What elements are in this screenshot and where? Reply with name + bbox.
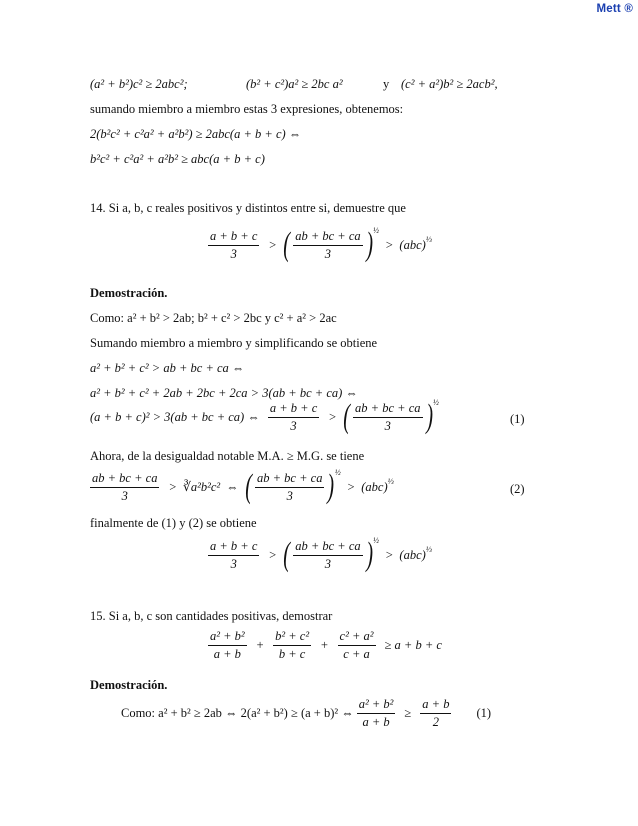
- ineq-sum: 2(b²c² + c²a² + a²b²) ≥ 2abc(a + b + c) ⇔: [90, 127, 302, 141]
- problem-15-formula: $\frac{\text{a² + b²}}{a + b}$ + $\frac{\text{b² + c²}}{b + c}$ + $\frac{\text{c² + a²}}{c + a}$ ≥ a + b + c: [210, 629, 442, 661]
- sumando-line: Sumando miembro a miembro y simplificando se obtiene: [90, 336, 378, 350]
- como-line-2: Como: a² + b² ≥ 2ab ⇔ 2(a² + b²) ≥ (a + b)² ⇔ $\frac{\text{a² + b²}}{a + b}$ ≥ $\frac{a + b}{2}$ (1): [121, 697, 492, 729]
- eq-step-1: a² + b² + c² > ab + bc + ca ⇔: [90, 361, 245, 375]
- problem-14-formula: $\frac{a + b + c}{3}$ > ( $\frac{ab + bc + ca}{3}$ ) $^{\frac{1}{2}}$ > (abc) $^{\frac{1}{3}}$: [210, 226, 432, 263]
- problem-14-statement: 14. Si a, b, c reales positivos y distintos entre si, demuestre que: [90, 201, 406, 215]
- como-line-1: Como: a² + b² > 2ab; b² + c² > 2bc y c² + a² > 2ac: [90, 311, 337, 325]
- eq-step-2: a² + b² + c² + 2ab + 2bc + 2ca > 3(ab + bc + ca) ⇔: [90, 386, 358, 400]
- problem-15-statement: 15. Si a, b, c son cantidades positivas, demostrar: [90, 609, 333, 623]
- conclusion-formula: $\frac{a + b + c}{3}$ > ( $\frac{ab + bc + ca}{3}$ ) $^{\frac{1}{2}}$ > (abc) $^{\frac{1}{3}}$: [210, 536, 432, 573]
- equation-tag-2: (2): [510, 482, 525, 496]
- ineq-result: b²c² + c²a² + a²b² ≥ abc(a + b + c): [90, 152, 265, 166]
- ineq-2: (b² + c²)a² ≥ 2bc a²: [246, 77, 343, 91]
- ahora-line: Ahora, de la desigualdad notable M.A. ≥ M.G. se tiene: [90, 449, 365, 463]
- demostracion-heading-2: Demostración.: [90, 678, 168, 692]
- ineq-1: (a² + b²)c² ≥ 2abc²;: [90, 77, 188, 91]
- equation-tag-1: (1): [510, 412, 525, 426]
- brand-logo: Mett ®: [596, 3, 633, 15]
- text-sumando-1: sumando miembro a miembro estas 3 expresiones, obtenemos:: [90, 102, 404, 116]
- eq-mamg: $\frac{ab + bc + ca}{3}$ > ∛a²b²c² ⇔ ( $\frac{ab + bc + ca}{3}$ ) $^{\frac{1}{2}}$ > (abc) $^{\frac{1}{3}}$: [92, 468, 394, 505]
- finalmente-line: finalmente de (1) y (2) se obtiene: [90, 516, 257, 530]
- equation-tag-1b: (1): [476, 706, 492, 720]
- ineq-3: (c² + a²)b² ≥ 2acb²,: [401, 77, 498, 91]
- frac-abc-3: $\frac{a + b + c}{3}$: [210, 228, 258, 261]
- demostracion-heading-1: Demostración.: [90, 286, 168, 300]
- eq-step-3: (a + b + c)² > 3(ab + bc + ca) ⇔ $\frac{a + b + c}{3}$ > ( $\frac{ab + bc + ca}{3}$ ) $^{\frac{1}{2}}$: [90, 398, 439, 435]
- connector-y: y: [383, 77, 390, 91]
